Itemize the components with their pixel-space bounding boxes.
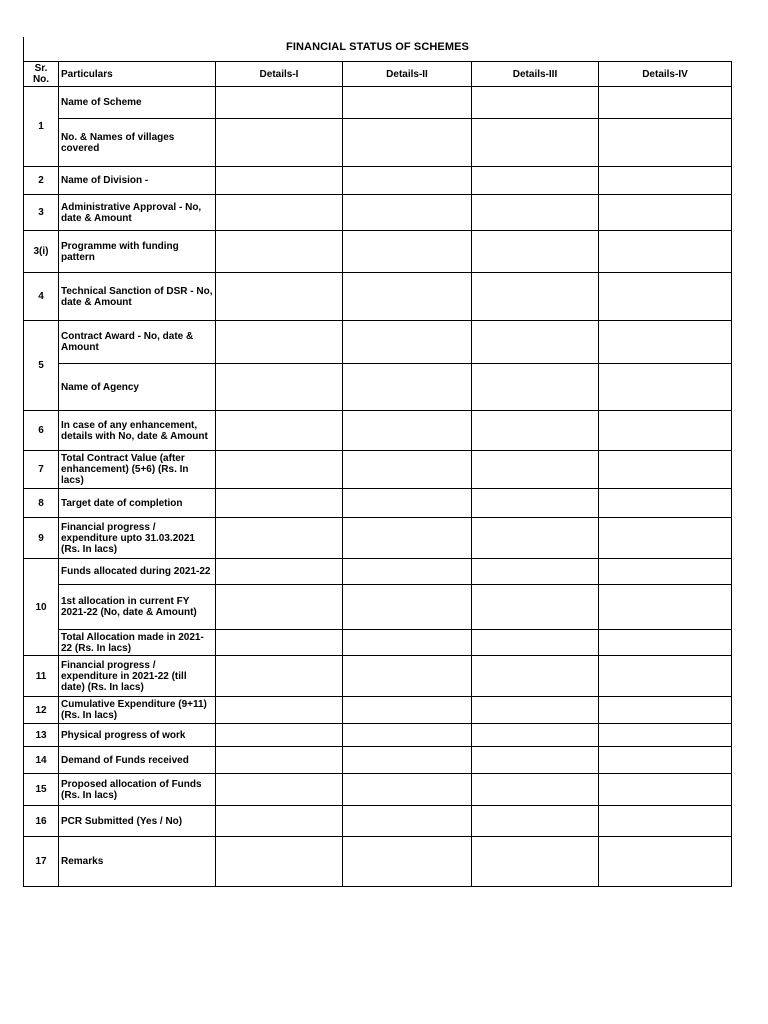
details-2-cell[interactable] — [343, 837, 472, 887]
particulars-cell: Contract Award - No, date & Amount — [59, 321, 216, 364]
table-row — [24, 119, 732, 167]
details-1-cell[interactable] — [216, 697, 343, 724]
details-4-cell[interactable] — [599, 697, 732, 724]
details-1-cell[interactable] — [216, 167, 343, 195]
particulars-cell: Name of Scheme — [59, 87, 216, 119]
header-details-1: Details-I — [216, 62, 343, 87]
header-details-2: Details-II — [343, 62, 472, 87]
particulars-cell: Cumulative Expenditure (9+11) (Rs. In lacs) — [59, 697, 216, 724]
details-3-cell[interactable] — [472, 273, 599, 321]
details-3-cell[interactable] — [472, 321, 599, 364]
details-1-cell[interactable] — [216, 231, 343, 273]
particulars-cell: In case of any enhancement, details with No, date & Amount — [59, 411, 216, 451]
table-row — [24, 167, 732, 195]
header-particulars: Particulars — [59, 62, 216, 87]
details-3-cell[interactable] — [472, 724, 599, 747]
table-row — [24, 585, 732, 630]
particulars-cell: Programme with funding pattern — [59, 231, 216, 273]
table-row — [24, 724, 732, 747]
details-3-cell[interactable] — [472, 747, 599, 774]
header-sr-no: Sr. No. — [24, 62, 59, 87]
details-2-cell[interactable] — [343, 774, 472, 806]
details-4-cell[interactable] — [599, 774, 732, 806]
details-1-cell[interactable] — [216, 364, 343, 411]
details-1-cell[interactable] — [216, 195, 343, 231]
particulars-cell: No. & Names of villages covered — [59, 119, 216, 167]
particulars-cell: 1st allocation in current FY 2021-22 (No, date & Amount) — [59, 585, 216, 630]
details-2-cell[interactable] — [343, 747, 472, 774]
particulars-cell: Funds allocated during 2021-22 — [59, 559, 216, 585]
details-1-cell[interactable] — [216, 747, 343, 774]
details-3-cell[interactable] — [472, 451, 599, 489]
table-row — [24, 231, 732, 273]
details-1-cell[interactable] — [216, 119, 343, 167]
details-3-cell[interactable] — [472, 489, 599, 518]
details-3-cell[interactable] — [472, 231, 599, 273]
table-row — [24, 630, 732, 656]
table-row — [24, 87, 732, 119]
details-4-cell[interactable] — [599, 747, 732, 774]
details-3-cell[interactable] — [472, 518, 599, 559]
table-row — [24, 774, 732, 806]
particulars-cell: PCR Submitted (Yes / No) — [59, 806, 216, 837]
details-4-cell[interactable] — [599, 411, 732, 451]
details-1-cell[interactable] — [216, 724, 343, 747]
table-row — [24, 559, 732, 585]
details-4-cell[interactable] — [599, 724, 732, 747]
details-4-cell[interactable] — [599, 273, 732, 321]
details-2-cell[interactable] — [343, 585, 472, 630]
table-row — [24, 321, 732, 364]
schemes-table — [23, 61, 732, 887]
particulars-cell: Financial progress / expenditure upto 31.03.2021 (Rs. In lacs) — [59, 518, 216, 559]
details-1-cell[interactable] — [216, 411, 343, 451]
details-4-cell[interactable] — [599, 806, 732, 837]
details-2-cell[interactable] — [343, 364, 472, 411]
sr-no-cell: 1 — [24, 87, 59, 167]
details-2-cell[interactable] — [343, 724, 472, 747]
details-3-cell[interactable] — [472, 559, 599, 585]
sr-no-cell: 12 — [24, 697, 59, 724]
details-4-cell[interactable] — [599, 119, 732, 167]
sr-no-cell: 10 — [24, 559, 59, 656]
details-3-cell[interactable] — [472, 364, 599, 411]
details-4-cell[interactable] — [599, 518, 732, 559]
details-2-cell[interactable] — [343, 87, 472, 119]
details-2-cell[interactable] — [343, 273, 472, 321]
details-4-cell[interactable] — [599, 195, 732, 231]
details-2-cell[interactable] — [343, 167, 472, 195]
details-1-cell[interactable] — [216, 451, 343, 489]
details-1-cell[interactable] — [216, 630, 343, 656]
sr-no-cell: 15 — [24, 774, 59, 806]
sr-no-cell: 3(i) — [24, 231, 59, 273]
table-row — [24, 806, 732, 837]
sr-no-cell: 13 — [24, 724, 59, 747]
particulars-cell: Name of Division - — [59, 167, 216, 195]
details-4-cell[interactable] — [599, 231, 732, 273]
details-1-cell[interactable] — [216, 837, 343, 887]
details-3-cell[interactable] — [472, 195, 599, 231]
details-2-cell[interactable] — [343, 195, 472, 231]
details-1-cell[interactable] — [216, 774, 343, 806]
details-1-cell[interactable] — [216, 518, 343, 559]
table-row — [24, 489, 732, 518]
details-2-cell[interactable] — [343, 489, 472, 518]
details-2-cell[interactable] — [343, 411, 472, 451]
sr-no-cell: 7 — [24, 451, 59, 489]
details-3-cell[interactable] — [472, 167, 599, 195]
sr-no-cell: 5 — [24, 321, 59, 411]
table-row — [24, 697, 732, 724]
details-1-cell[interactable] — [216, 585, 343, 630]
sr-no-cell: 11 — [24, 656, 59, 697]
header-details-4: Details-IV — [599, 62, 732, 87]
sr-no-cell: 9 — [24, 518, 59, 559]
table-row — [24, 273, 732, 321]
details-3-cell[interactable] — [472, 774, 599, 806]
table-row — [24, 451, 732, 489]
sr-no-cell: 14 — [24, 747, 59, 774]
details-3-cell[interactable] — [472, 119, 599, 167]
details-4-cell[interactable] — [599, 585, 732, 630]
particulars-cell: Name of Agency — [59, 364, 216, 411]
particulars-cell: Demand of Funds received — [59, 747, 216, 774]
details-1-cell[interactable] — [216, 87, 343, 119]
details-2-cell[interactable] — [343, 119, 472, 167]
sr-no-cell: 3 — [24, 195, 59, 231]
table-row — [24, 411, 732, 451]
details-3-cell[interactable] — [472, 656, 599, 697]
table-row — [24, 747, 732, 774]
particulars-cell: Total Allocation made in 2021-22 (Rs. In lacs) — [59, 630, 216, 656]
details-4-cell[interactable] — [599, 489, 732, 518]
details-3-cell[interactable] — [472, 697, 599, 724]
details-4-cell[interactable] — [599, 87, 732, 119]
details-4-cell[interactable] — [599, 837, 732, 887]
details-2-cell[interactable] — [343, 321, 472, 364]
details-3-cell[interactable] — [472, 630, 599, 656]
details-4-cell[interactable] — [599, 656, 732, 697]
table-row — [24, 656, 732, 697]
financial-status-sheet — [23, 37, 731, 887]
details-3-cell[interactable] — [472, 87, 599, 119]
details-1-cell[interactable] — [216, 656, 343, 697]
details-1-cell[interactable] — [216, 321, 343, 364]
details-2-cell[interactable] — [343, 697, 472, 724]
details-3-cell[interactable] — [472, 585, 599, 630]
title-bar — [23, 37, 731, 61]
details-4-cell[interactable] — [599, 167, 732, 195]
table-row — [24, 195, 732, 231]
details-4-cell[interactable] — [599, 559, 732, 585]
details-1-cell[interactable] — [216, 559, 343, 585]
particulars-cell: Total Contract Value (after enhancement) (5+6) (Rs. In lacs) — [59, 451, 216, 489]
details-3-cell[interactable] — [472, 806, 599, 837]
details-3-cell[interactable] — [472, 837, 599, 887]
details-1-cell[interactable] — [216, 273, 343, 321]
particulars-cell: Physical progress of work — [59, 724, 216, 747]
details-1-cell[interactable] — [216, 489, 343, 518]
sr-no-cell: 17 — [24, 837, 59, 887]
particulars-cell: Financial progress / expenditure in 2021-22 (till date) (Rs. In lacs) — [59, 656, 216, 697]
table-header-row — [24, 62, 732, 87]
details-2-cell[interactable] — [343, 806, 472, 837]
particulars-cell: Administrative Approval - No, date & Amount — [59, 195, 216, 231]
details-4-cell[interactable] — [599, 364, 732, 411]
sr-no-cell: 2 — [24, 167, 59, 195]
details-3-cell[interactable] — [472, 411, 599, 451]
sheet-title: FINANCIAL STATUS OF SCHEMES — [286, 41, 469, 53]
sr-no-cell: 16 — [24, 806, 59, 837]
header-details-3: Details-III — [472, 62, 599, 87]
details-2-cell[interactable] — [343, 231, 472, 273]
sr-no-cell: 6 — [24, 411, 59, 451]
details-4-cell[interactable] — [599, 630, 732, 656]
details-2-cell[interactable] — [343, 451, 472, 489]
sr-no-cell: 4 — [24, 273, 59, 321]
table-body — [24, 87, 732, 887]
details-2-cell[interactable] — [343, 559, 472, 585]
details-1-cell[interactable] — [216, 806, 343, 837]
details-2-cell[interactable] — [343, 656, 472, 697]
particulars-cell: Target date of completion — [59, 489, 216, 518]
details-4-cell[interactable] — [599, 451, 732, 489]
table-row — [24, 518, 732, 559]
particulars-cell: Technical Sanction of DSR - No, date & Amount — [59, 273, 216, 321]
details-2-cell[interactable] — [343, 630, 472, 656]
table-row — [24, 364, 732, 411]
details-2-cell[interactable] — [343, 518, 472, 559]
table-row — [24, 837, 732, 887]
sr-no-cell: 8 — [24, 489, 59, 518]
particulars-cell: Proposed allocation of Funds (Rs. In lacs) — [59, 774, 216, 806]
particulars-cell: Remarks — [59, 837, 216, 887]
details-4-cell[interactable] — [599, 321, 732, 364]
